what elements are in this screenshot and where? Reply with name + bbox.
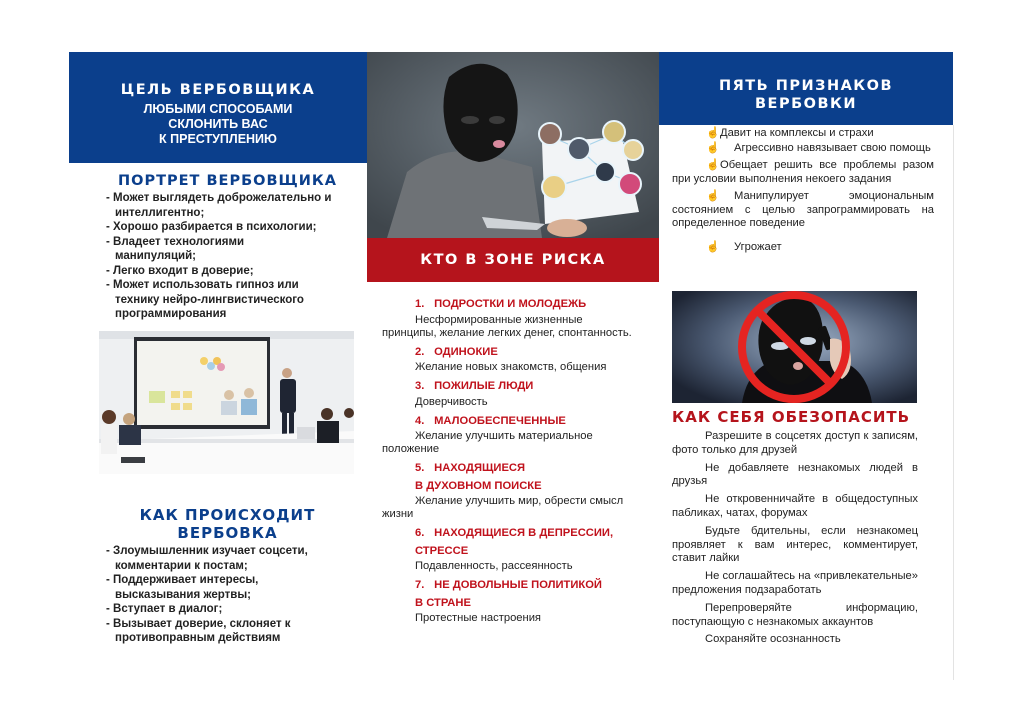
signs-title-line-1: ПЯТЬ ПРИЗНАКОВ <box>718 78 894 94</box>
meeting-illustration <box>99 331 354 474</box>
risk-title: КТО В ЗОНЕ РИСКА <box>420 252 606 268</box>
portrait-list <box>103 191 353 322</box>
pointing-finger-icon: ☝ <box>706 159 720 171</box>
sign-item: ☝ Агрессивно навязывает свою помощь <box>706 141 931 154</box>
risk-group-6: 6. НАХОДЯЩИЕСЯ В ДЕПРЕССИИ, СТРЕССЕ Подавленность, рассеянность <box>415 527 614 572</box>
risk-group-1: 1. ПОДРОСТКИ И МОЛОДЕЖЬ Несформированные жизненные принципы, желание легких денег, спонтанность. <box>382 298 632 339</box>
process-item: - Вызывает доверие, склоняет к противоправным действиям <box>106 617 291 644</box>
safety-item: Перепроверяйте информацию, поступающую с незнакомых аккаунтов <box>672 601 918 628</box>
safety-list <box>672 430 918 651</box>
process-item: - Вступает в диалог; <box>106 603 223 615</box>
goal-line-2: СКЛОНИТЬ ВАС <box>168 117 268 131</box>
safety-title: КАК СЕБЯ ОБЕЗОПАСИТЬ <box>672 408 911 426</box>
safety-item: Сохраняйте осознанность <box>705 633 841 646</box>
meeting-photo <box>99 331 354 474</box>
portrait-title: ПОРТРЕТ ВЕРБОВЩИКА <box>118 173 337 189</box>
pointing-finger-icon: ☝ <box>706 240 720 253</box>
process-list <box>103 544 353 646</box>
goal-line-3: К ПРЕСТУПЛЕНИЮ <box>159 132 277 146</box>
sign-item: ☝Обещает решить все проблемы разом при условии выполнения некоего задания <box>672 159 934 185</box>
risk-groups <box>382 296 638 629</box>
signs-list <box>672 127 934 258</box>
sign-item: ☝ Угрожает <box>706 240 782 253</box>
process-item: - Поддерживает интересы, высказывания жертвы; <box>106 574 259 601</box>
portrait-item: - Хорошо разбирается в психологии; <box>106 221 317 233</box>
pointing-finger-icon: ☝ <box>706 141 720 154</box>
sign-item: ☝ Манипулирует эмоциональным состоянием с целью запрограммировать на определенное поведение <box>672 190 934 229</box>
risk-group-4: 4. МАЛООБЕСПЕЧЕННЫЕ Желание улучшить материальное положение <box>382 414 593 455</box>
prohibited-caller-photo <box>672 291 917 403</box>
signs-title-line-2: ВЕРБОВКИ <box>754 96 857 112</box>
safety-item: Разрешите в соцсетях доступ к записям, фото только для друзей <box>672 430 918 456</box>
process-title-line-1: КАК ПРОИСХОДИТ <box>139 506 316 524</box>
hacker-illustration <box>367 52 659 238</box>
goal-title: ЦЕЛЬ ВЕРБОВЩИКА <box>120 82 316 98</box>
signs-banner <box>659 52 953 125</box>
safety-item: Будьте бдительны, если незнакомец проявляет к вам интерес, комментирует, ставит лайки <box>672 524 918 565</box>
risk-group-3: 3. ПОЖИЛЫЕ ЛЮДИ Доверчивость <box>415 380 534 408</box>
hacker-laptop-photo <box>367 52 659 238</box>
safety-item: Не добавляете незнакомых людей в друзья <box>672 461 918 488</box>
process-item: - Злоумышленник изучает соцсети, комментарии к постам; <box>106 545 308 572</box>
goal-line-1: ЛЮБЫМИ СПОСОБАМИ <box>143 102 293 116</box>
portrait-item: - Может использовать гипноз или технику нейро-лингвистического программирования <box>106 279 304 320</box>
risk-group-7: 7. НЕ ДОВОЛЬНЫЕ ПОЛИТИКОЙ В СТРАНЕ Протестные настроения <box>415 579 602 624</box>
portrait-item: - Легко входит в доверие; <box>106 264 254 277</box>
safety-item: Не соглашайтесь на «привлекательные» предложения подзаработать <box>672 570 918 596</box>
pointing-finger-icon: ☝ <box>706 127 720 139</box>
pointing-finger-icon: ☝ <box>706 190 720 202</box>
process-title-line-2: ВЕРБОВКА <box>177 524 278 542</box>
page-edge-divider <box>953 125 954 680</box>
risk-banner <box>367 238 659 282</box>
sign-item: ☝Давит на комплексы и страхи <box>706 127 874 139</box>
goal-banner <box>69 52 367 163</box>
risk-group-2: 2. ОДИНОКИЕ Желание новых знакомств, общения <box>415 345 607 373</box>
portrait-item: - Владеет технологиями манипуляций; <box>106 235 245 262</box>
portrait-item: - Может выглядеть доброжелательно и интеллигентно; <box>106 192 332 219</box>
prohibition-illustration <box>672 291 917 403</box>
risk-group-5: 5. НАХОДЯЩИЕСЯ В ДУХОВНОМ ПОИСКЕ Желание улучшить мир, обрести смысл жизни <box>382 462 624 520</box>
safety-item: Не откровенничайте в общедоступных пабликах, чатах, форумах <box>672 493 918 519</box>
